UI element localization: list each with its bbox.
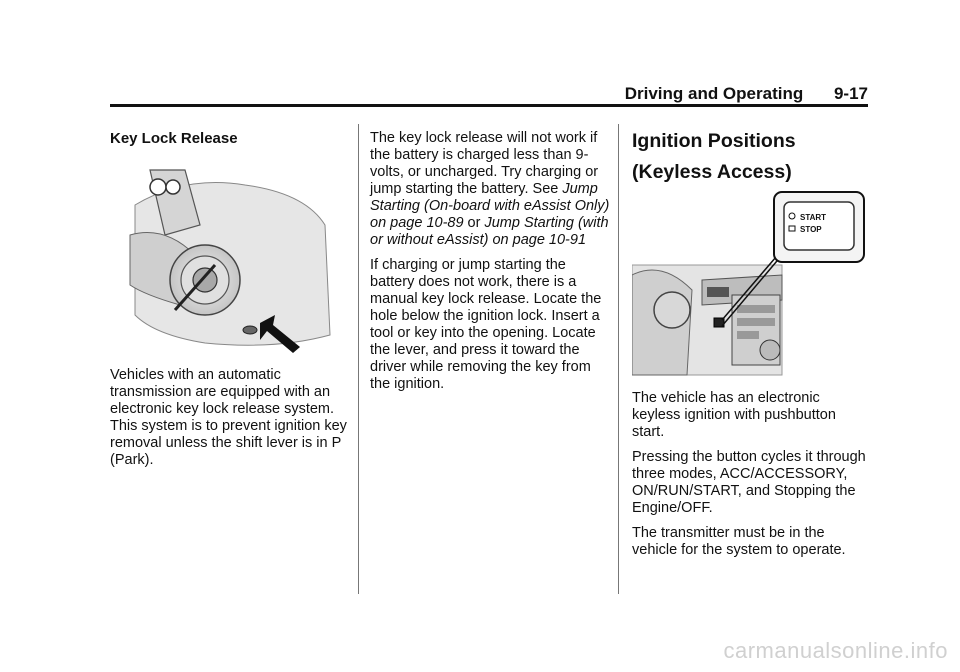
column-1: [110, 130, 346, 155]
watermark: carmanualsonline.info: [723, 638, 948, 663]
key-lock-illustration: [125, 165, 340, 355]
ignition-illustration: [632, 190, 867, 380]
link-jump-starting-general[interactable]: Jump Starting (with or without eAssist) on page 10-91: [370, 215, 609, 248]
column-divider-1: [358, 124, 359, 594]
start-label: START: [800, 213, 827, 222]
or-text: or: [463, 215, 485, 231]
battery-text: The key lock release will not work if the battery is charged less than 9-volts, or uncharged. Try charging or jump starting the battery. See: [370, 130, 599, 197]
header-rule: [110, 104, 868, 107]
column-1-body: [110, 367, 348, 477]
column-3-heading: [632, 130, 872, 192]
stop-label: STOP: [800, 225, 822, 234]
key-lock-release-heading: Key Lock Release: [110, 130, 238, 147]
link-jump-starting-eassist[interactable]: Jump Starting (On-board with eAssist Only) on page 10-89: [370, 181, 610, 231]
manual-release-paragraph: If charging or jump starting the battery does not work, there is a manual key lock release. Locate the hole below the ignition lock. Insert a tool or key into the opening. Locate the lever, and press it toward the driver while removing the key from the ignition.: [370, 257, 602, 392]
column-3-body: [632, 390, 872, 567]
key-lock-paragraph: Vehicles with an automatic transmission are equipped with an electronic key lock release system. This system is to prevent ignition key removal unless the shift lever is in P (Park).: [110, 367, 347, 468]
page-header: [110, 84, 868, 104]
keyless-paragraph-3: The transmitter must be in the vehicle for the system to operate.: [632, 525, 846, 558]
column-2: [370, 130, 610, 401]
keyless-paragraph-1: The vehicle has an electronic keyless ignition with pushbutton start.: [632, 390, 836, 440]
page-number: 9-17: [833, 84, 868, 103]
section-title: Driving and Operating: [624, 84, 804, 103]
key-lock-battery-paragraph: [370, 130, 610, 249]
ignition-heading-line1: Ignition Positions: [632, 130, 796, 152]
ignition-heading-line2: (Keyless Access): [632, 161, 792, 183]
column-divider-2: [618, 124, 619, 594]
keyless-paragraph-2: Pressing the button cycles it through three modes, ACC/ACCESSORY, ON/RUN/START, and Stopping the Engine/OFF.: [632, 449, 866, 516]
